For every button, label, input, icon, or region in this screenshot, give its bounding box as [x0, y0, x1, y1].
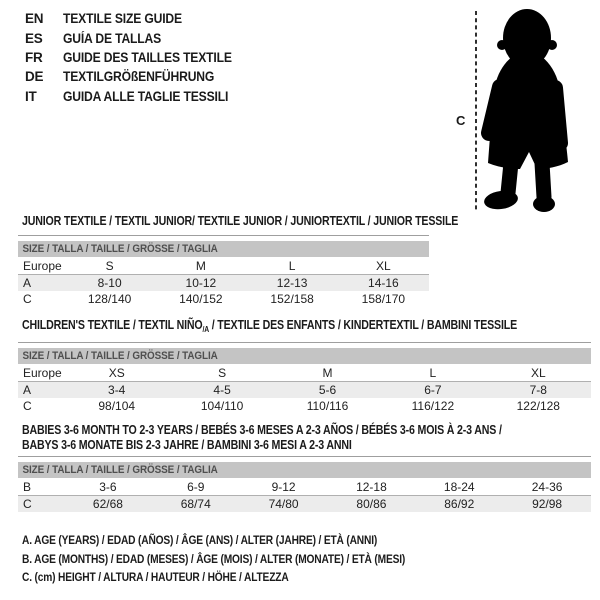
column-header: L: [288, 258, 296, 273]
cell-value: 3-6: [99, 479, 117, 494]
table-row: [18, 291, 429, 307]
row-label: C: [23, 497, 32, 511]
table-top-rule: [18, 342, 591, 343]
size-header-label: SIZE / TALLA / TAILLE / GRÖSSE / TAGLIA: [22, 350, 218, 362]
section-heading-text: [22, 438, 352, 453]
language-code: DE: [25, 69, 44, 85]
cell-value: 74/80: [268, 497, 299, 511]
size-header-bar: [18, 462, 591, 478]
table-top-rule: [18, 235, 429, 236]
region-label: Europe: [23, 365, 62, 380]
heading-fragment: JUNIOR TEXTILE / TEXTIL JUNIOR/ TEXTILE JUNIOR / JUNIORTEXTIL / JUNIOR TESSILE: [22, 214, 459, 228]
table-row: [18, 478, 591, 496]
footnote-text: C. (cm) HEIGHT / ALTURA / HAUTEUR / HÖHE / ALTEZZA: [22, 570, 289, 584]
language-row: [25, 48, 251, 67]
cell-value: 116/122: [411, 399, 455, 413]
heading-fragment: CHILDREN'S TEXTILE / TEXTIL NIÑO: [22, 318, 203, 332]
heading-fragment: BABYS 3-6 MONATE BIS 2-3 JAHRE / BAMBINI 3-6 MESI A 2-3 ANNI: [22, 438, 352, 452]
cell-value: 86/92: [444, 497, 475, 511]
cell-value: 18-24: [443, 479, 475, 494]
row-label: C: [23, 399, 32, 413]
language-row: [25, 67, 251, 86]
table-row: [18, 398, 591, 414]
cell-value: 152/158: [270, 292, 314, 306]
column-header: M: [195, 258, 206, 273]
section-heading-text: [22, 214, 458, 229]
size-header-bar: [18, 348, 591, 364]
row-label: B: [23, 479, 32, 494]
section-heading-line: [22, 318, 591, 333]
section-heading: [22, 423, 591, 453]
language-code: FR: [25, 49, 43, 65]
section-heading: [22, 318, 591, 333]
language-code: EN: [25, 11, 44, 27]
row-label: A: [23, 276, 32, 290]
column-header: XS: [108, 365, 125, 380]
cell-value: 122/128: [516, 399, 560, 413]
cell-value: 158/170: [361, 292, 406, 306]
table-row: [18, 382, 591, 398]
column-header: L: [429, 365, 437, 380]
region-label: Europe: [23, 258, 62, 273]
heading-fragment: BABIES 3-6 MONTH TO 2-3 YEARS / BEBÉS 3-6 MESES A 2-3 AÑOS / BÉBÉS 3-6 MOIS À 2-3 ANS /: [22, 423, 502, 437]
footnote-2: [22, 568, 473, 587]
section-heading-text: [22, 318, 517, 334]
cell-value: 68/74: [180, 497, 211, 511]
cell-value: 6-7: [424, 383, 442, 397]
cell-value: 140/152: [179, 292, 223, 306]
footnote-0: [22, 531, 473, 550]
cell-value: 104/110: [200, 399, 244, 413]
cell-value: 98/104: [98, 399, 136, 413]
cell-value: 12-18: [356, 479, 387, 494]
baby-silhouette-icon: [483, 9, 568, 212]
heading-fragment: /A: [202, 324, 209, 334]
language-title: GUIDE DES TAILLES TEXTILE: [63, 49, 232, 65]
section-heading-line: [22, 438, 591, 453]
row-label: A: [23, 383, 32, 397]
height-label: C: [456, 113, 466, 128]
table-header-row: [18, 257, 429, 275]
column-header: S: [105, 258, 114, 273]
section-babies: [18, 423, 591, 512]
cell-value: 128/140: [87, 292, 132, 306]
cell-value: 7-8: [529, 383, 547, 397]
column-header: M: [322, 365, 333, 380]
language-title: GUIDA ALLE TAGLIE TESSILI: [63, 88, 229, 104]
column-header: XL: [530, 365, 546, 380]
cell-value: 4-5: [213, 383, 231, 397]
language-title: TEXTILE SIZE GUIDE: [63, 11, 182, 27]
language-row: [25, 9, 251, 28]
cell-value: 9-12: [271, 479, 296, 494]
cell-value: 80/86: [356, 497, 387, 511]
section-heading-text: [22, 423, 502, 438]
cell-value: 14-16: [368, 276, 399, 290]
language-code: ES: [25, 30, 43, 46]
section-heading-line: [22, 214, 459, 229]
row-label: C: [23, 292, 32, 306]
cell-value: 6-9: [187, 479, 205, 494]
footnote-text: A. AGE (YEARS) / EDAD (AÑOS) / ÂGE (ANS) / ALTER (JAHRE) / ETÀ (ANNI): [22, 533, 378, 547]
column-header: XL: [376, 258, 391, 273]
language-title: GUÍA DE TALLAS: [63, 30, 162, 46]
cell-value: 92/98: [532, 497, 563, 511]
language-title-list: [25, 9, 251, 106]
cell-value: 62/68: [92, 497, 123, 511]
footnote-1: [22, 550, 473, 569]
column-header: S: [218, 365, 227, 380]
section-heading-line: [22, 423, 591, 438]
size-header-bar: [18, 241, 429, 257]
section-junior: [18, 214, 459, 307]
footnotes: [22, 531, 473, 587]
size-header-label: SIZE / TALLA / TAILLE / GRÖSSE / TAGLIA: [22, 243, 218, 255]
cell-value: 3-4: [108, 383, 126, 397]
cell-value: 10-12: [185, 276, 217, 290]
language-code: IT: [25, 88, 37, 104]
table-top-rule: [18, 456, 591, 457]
heading-fragment: / TEXTILE DES ENFANTS / KINDERTEXTIL / BAMBINI TESSILE: [208, 318, 518, 332]
table-header-row: [18, 364, 591, 382]
cell-value: 12-13: [276, 276, 308, 290]
table-row: [18, 496, 591, 512]
section-children: [18, 318, 591, 414]
section-heading: [22, 214, 459, 229]
language-title: TEXTILGRÖßENFÜHRUNG: [63, 69, 215, 85]
cell-value: 8-10: [97, 276, 122, 290]
footnote-text: B. AGE (MONTHS) / EDAD (MESES) / ÂGE (MOIS) / ALTER (MONATE) / ETÀ (MESI): [22, 551, 406, 566]
table-row: [18, 275, 429, 291]
size-header-label: SIZE / TALLA / TAILLE / GRÖSSE / TAGLIA: [22, 464, 218, 476]
language-row: [25, 28, 251, 47]
cell-value: 24-36: [531, 479, 563, 494]
language-row: [25, 87, 251, 106]
cell-value: 5-6: [318, 383, 337, 397]
baby-height-figure: [450, 5, 590, 215]
cell-value: 110/116: [306, 399, 349, 413]
